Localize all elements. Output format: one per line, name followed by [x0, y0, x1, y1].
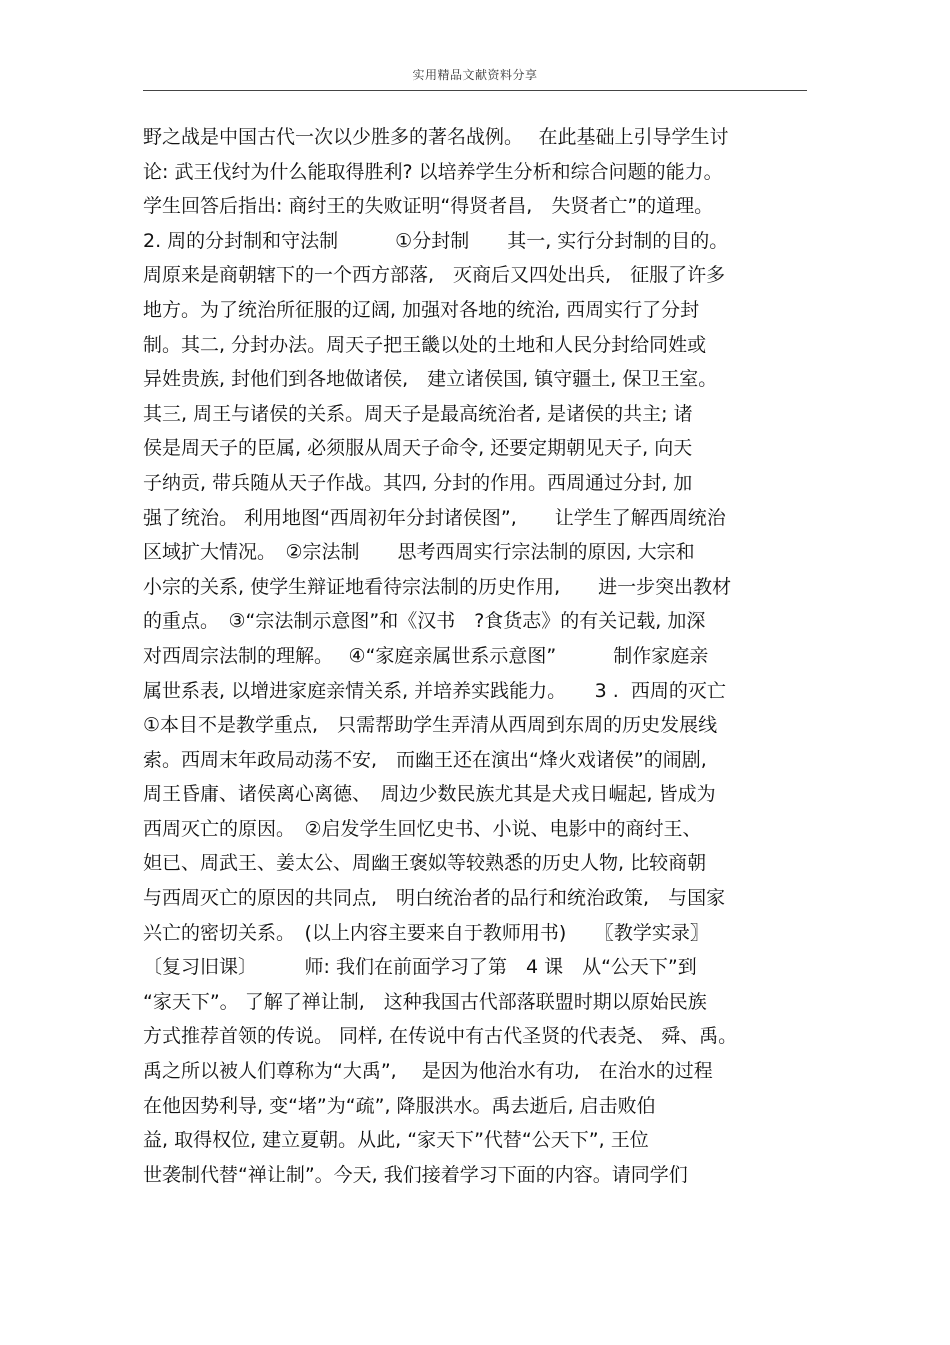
text-line: 野之战是中国古代一次以少胜多的著名战例。 在此基础上引导学生讨	[143, 126, 729, 148]
text-line: 地方。为了统治所征服的辽阔, 加强对各地的统治, 西周实行了分封	[143, 298, 700, 321]
text-line: 的重点。 ③“宗法制示意图”和《汉书 ?食货志》的有关记载, 加深	[143, 610, 706, 633]
text-line: 论: 武王伐纣为什么能取得胜利? 以培养学生分析和综合问题的能力。	[143, 160, 723, 183]
page-header: 实用精品文献资料分享	[412, 68, 538, 82]
text-line: 子纳贡, 带兵随从天子作战。其四, 分封的作用。西周通过分封, 加	[143, 471, 693, 494]
text-line: 益, 取得权位, 建立夏朝。从此, “家天下”代替“公天下”, 王位	[143, 1129, 649, 1152]
header-divider	[143, 90, 807, 91]
text-line: 周王昏庸、诸侯离心离德、 周边少数民族尤其是犬戎日崛起, 皆成为	[143, 783, 716, 806]
text-line: 区域扩大情况。 ②宗法制 思考西周实行宗法制的原因, 大宗和	[143, 541, 695, 564]
document-body	[143, 120, 823, 1192]
text-line: 制。其二, 分封办法。周天子把王畿以处的土地和人民分封给同姓或	[143, 333, 707, 356]
text-line: 索。西周末年政局动荡不安, 而幽王还在演出“烽火戏诸侯”的闹剧,	[143, 748, 707, 771]
text-line: ①本目不是教学重点, 只需帮助学生弄清从西周到东周的历史发展线	[143, 714, 718, 737]
text-line: 方式推荐首领的传说。 同样, 在传说中有古代圣贤的代表尧、 舜、禹。	[143, 1025, 738, 1048]
text-line: 其三, 周王与诸侯的关系。周天子是最高统治者, 是诸侯的共主; 诸	[143, 402, 693, 425]
text-line: 在他因势利导, 变“堵”为“疏”, 降服洪水。禹去逝后, 启击败伯	[143, 1094, 656, 1117]
text-line: 2. 周的分封制和守法制 ①分封制 其一, 实行分封制的目的。	[143, 229, 729, 252]
text-line: 属世系表, 以增进家庭亲情关系, 并培养实践能力。 3 . 西周的灭亡	[143, 679, 726, 702]
text-line: 世袭制代替“禅让制”。今天, 我们接着学习下面的内容。请同学们	[143, 1163, 688, 1186]
text-line: 对西周宗法制的理解。 ④“家庭亲属世系示意图” 制作家庭亲	[143, 644, 709, 667]
text-line: 小宗的关系, 使学生辩证地看待宗法制的历史作用, 进一步突出教材	[143, 575, 732, 598]
text-line: 妲已、周武王、姜太公、周幽王褒姒等较熟悉的历史人物, 比较商朝	[143, 852, 707, 875]
text-line: 兴亡的密切关系。 (以上内容主要来自于教师用书) 〖教学实录〗	[143, 921, 709, 944]
text-line: 西周灭亡的原因。 ②启发学生回忆史书、小说、电影中的商纣王、	[143, 817, 702, 840]
text-line: 侯是周天子的臣属, 必须服从周天子命令, 还要定期朝见天子, 向天	[143, 437, 693, 460]
text-line: 禹之所以被人们尊称为“大禹”, 是因为他治水有功, 在治水的过程	[143, 1060, 713, 1083]
text-line: 与西周灭亡的原因的共同点, 明白统治者的品行和统治政策, 与国家	[143, 887, 726, 910]
text-line: 〔复习旧课〕 师: 我们在前面学习了第 4 课 从“公天下”到	[143, 956, 697, 979]
text-line: “家天下”。 了解了禅让制, 这种我国古代部落联盟时期以原始民族	[143, 990, 707, 1013]
text-line: 学生回答后指出: 商纣王的失败证明“得贤者昌, 失贤者亡”的道理。	[143, 195, 714, 218]
text-line: 周原来是商朝辖下的一个西方部落, 灭商后又四处出兵, 征服了许多	[143, 264, 726, 287]
text-line: 强了统治。 利用地图“西周初年分封诸侯图”, 让学生了解西周统治	[143, 506, 726, 529]
text-line: 异姓贵族, 封他们到各地做诸侯, 建立诸侯国, 镇守疆土, 保卫王室。	[143, 368, 718, 391]
